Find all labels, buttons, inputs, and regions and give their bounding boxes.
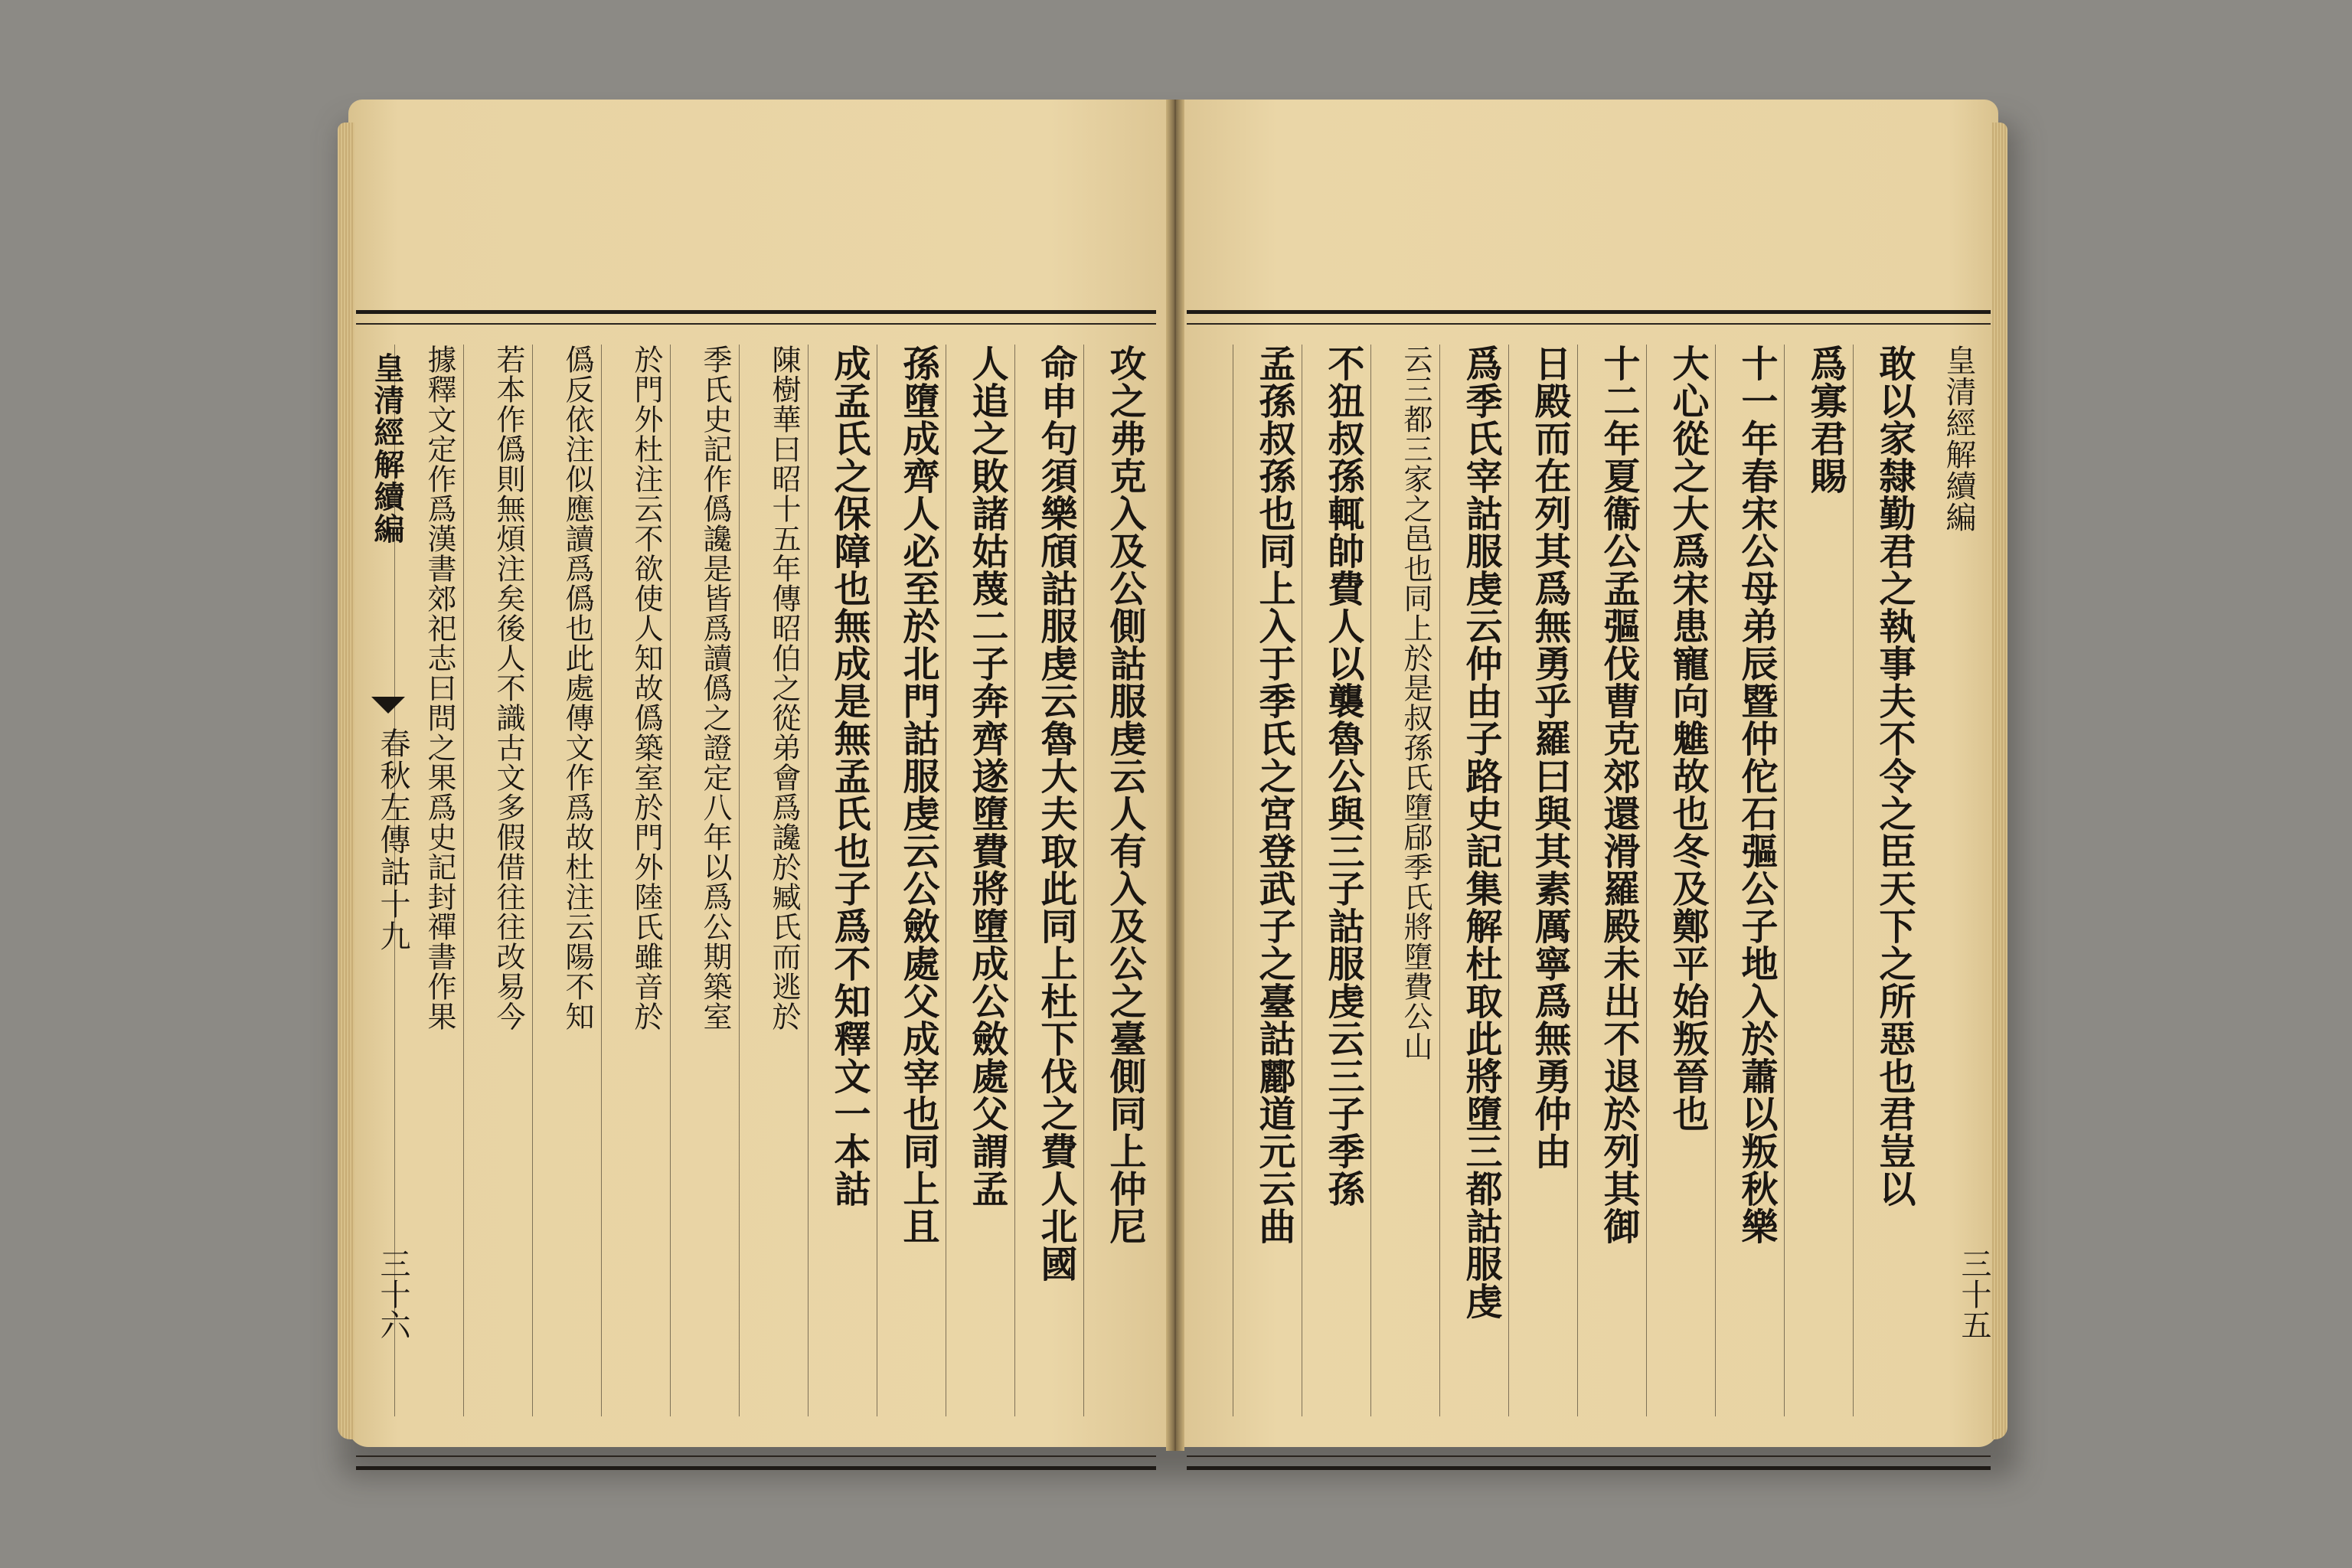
right-col-6: 日殿而在列其爲無勇乎羅曰與其素厲寧爲無勇仲由 <box>1508 345 1577 1416</box>
book-gutter <box>1166 100 1184 1451</box>
right-margin-title: 皇清經解續編 <box>1941 345 1976 533</box>
left-margin-subtitle: 春秋左傳詁十九 <box>375 727 410 952</box>
right-col-7: 爲季氏宰詁服虔云仲由子路史記集解杜取此將墮三都詁服虔 <box>1439 345 1508 1416</box>
left-col-10: 若本作僞則無煩注矣後人不識古文多假借往往改易今 <box>463 345 532 1416</box>
right-page-edges <box>1992 122 2007 1439</box>
fish-tail-mark-left <box>371 697 405 714</box>
left-leaf-number: 三十六 <box>375 1248 410 1340</box>
left-text-columns <box>364 345 1152 1439</box>
left-margin-title: 皇清經解續編 <box>369 352 405 545</box>
right-text-columns <box>1194 345 1983 1439</box>
right-col-3: 十一年春宋公母弟辰暨仲佗石彄公子地入於蕭以叛秋樂 <box>1715 345 1784 1416</box>
left-col-2: 命申句須樂頎詁服虔云魯大夫取此同上杜下伐之費人北國 <box>1014 345 1083 1416</box>
right-col-1: 敢以家隸勤君之執事夫不令之臣天下之所惡也君豈以 <box>1853 345 1922 1416</box>
left-col-7: 季氏史記作僞讒是皆爲讀僞之證定八年以爲公期築室 <box>670 345 739 1416</box>
right-col-10: 孟孫叔孫也同上入于季氏之宮登武子之臺詁酈道元云曲 <box>1233 345 1302 1416</box>
right-col-9: 不狃叔孫輒帥費人以襲魯公與三子詁服虔云三子季孫 <box>1302 345 1370 1416</box>
left-page <box>348 100 1171 1447</box>
right-inner-rule-top <box>1187 323 1991 325</box>
left-col-11: 據釋文定作爲漢書郊祀志曰問之果爲史記封禪書作果 <box>394 345 463 1416</box>
left-col-4: 孫墮成齊人必至於北門詁服虔云公斂處父成宰也同上且 <box>877 345 946 1416</box>
left-inner-rule-bottom <box>356 1455 1156 1457</box>
left-page-edges <box>338 122 354 1439</box>
left-col-5: 成孟氏之保障也無成是無孟氏也子爲不知釋文一本詁 <box>808 345 877 1416</box>
left-col-6: 陳樹華曰昭十五年傳昭伯之從弟會爲讒於臧氏而逃於 <box>739 345 808 1416</box>
left-inner-rule-top <box>356 323 1156 325</box>
open-book <box>348 100 2002 1462</box>
right-col-2: 爲寡君賜 <box>1784 345 1853 1416</box>
left-col-8: 於門外杜注云不欲使人知故僞築室於門外陸氏雖音於 <box>601 345 670 1416</box>
right-col-4: 大心從之大爲宋患寵向魋故也冬及鄭平始叛晉也 <box>1646 345 1715 1416</box>
left-col-1: 攻之弗克入及公側詁服虔云人有入及公之臺側同上仲尼 <box>1083 345 1152 1416</box>
left-col-3: 人追之敗諸姑蔑二子奔齊遂墮費將墮成公斂處父謂孟 <box>946 345 1014 1416</box>
right-col-8: 云三都三家之邑也同上於是叔孫氏墮郈季氏將墮費公山 <box>1370 345 1439 1416</box>
right-inner-rule-bottom <box>1187 1455 1991 1457</box>
right-leaf-number: 三十五 <box>1956 1248 1991 1340</box>
left-col-9: 僞反依注似應讀爲僞也此處傳文作爲故杜注云陽不知 <box>532 345 601 1416</box>
right-col-5: 十二年夏衞公孟彄伐曹克郊還滑羅殿未出不退於列其御 <box>1577 345 1646 1416</box>
